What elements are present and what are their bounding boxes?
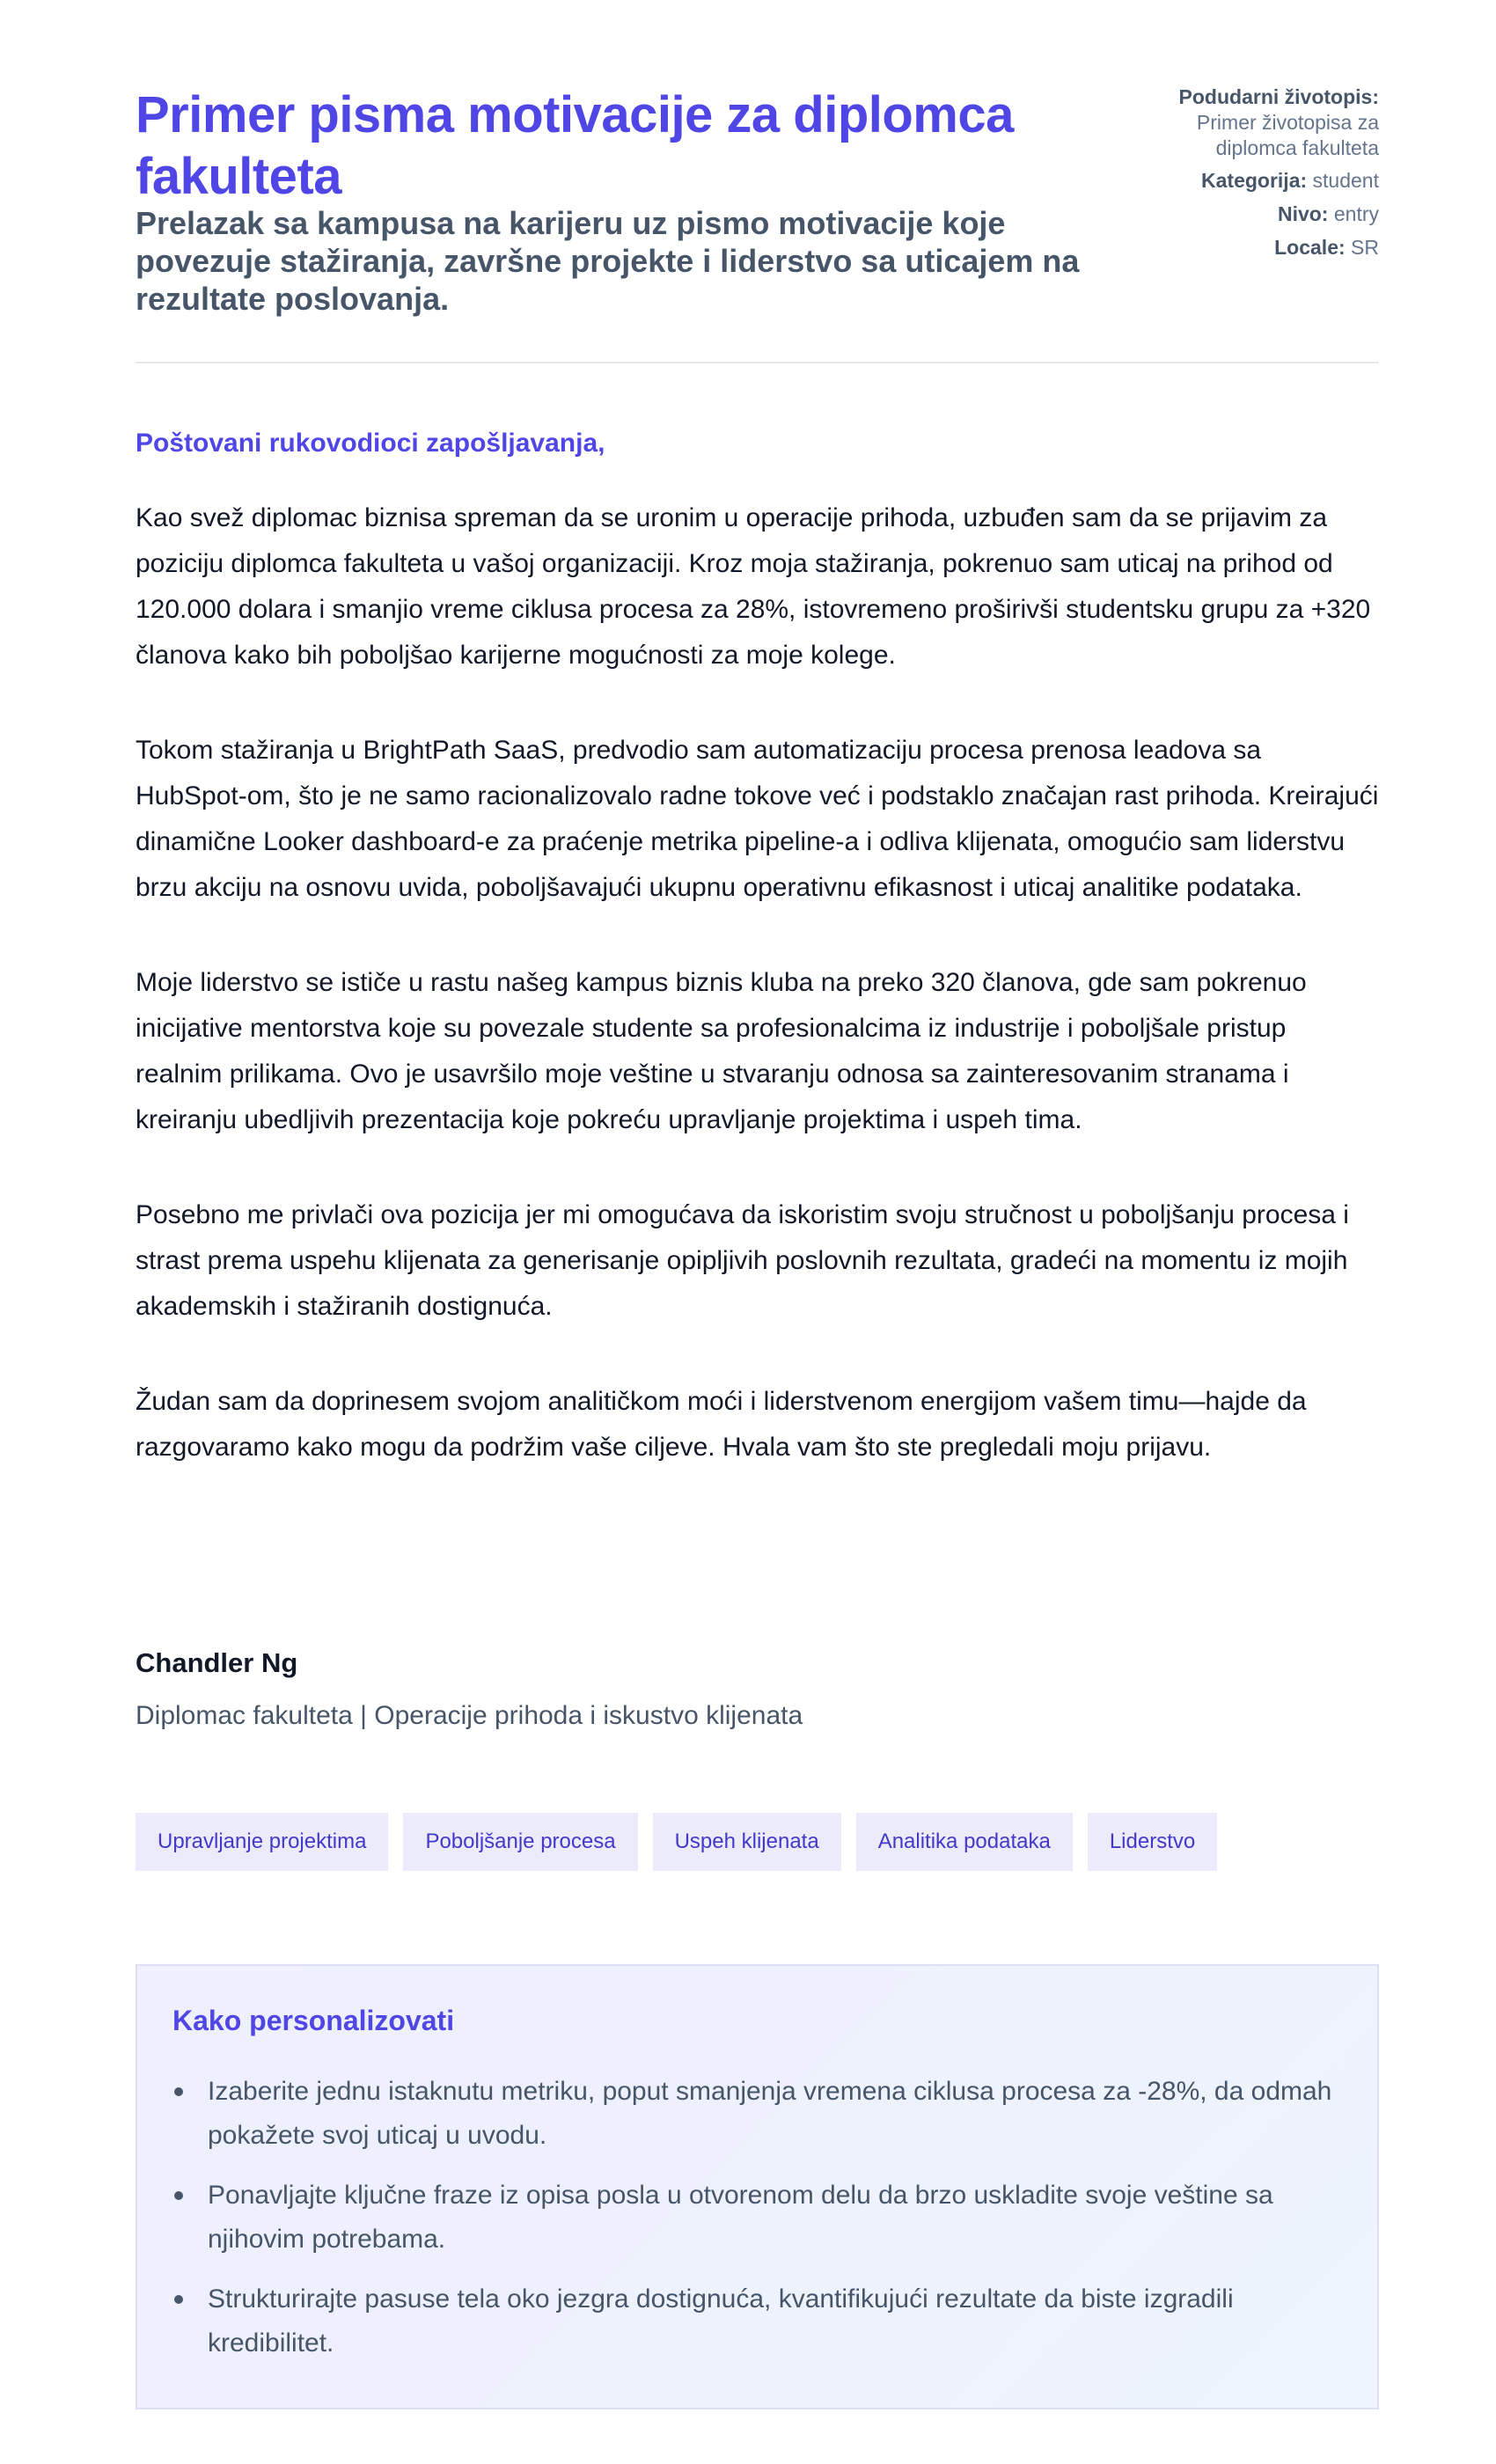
personalize-tip [172,2277,1342,2365]
page-title: Primer pisma motivacije za diplomca fakulteta [136,86,1014,205]
meta-panel [1115,84,1379,268]
letter-paragraph: Kao svež diplomac biznisa spreman da se uronim u operacije prihoda, uzbuđen sam da se prijavim za poziciju diplomca fakulteta u vašoj organizaciji. Kroz moja stažiranja, pokrenuo sam uticaj na prihod od 120.000 dolara i smanjio vreme ciklusa procesa za 28%, istovremeno proširivši studentsku grupu za +320 članova kako bih poboljšao karijerne mogućnosti za moje kolege. [136,503,1371,670]
meta-category [1115,168,1379,194]
personalize-tip-text: Strukturirajte pasuse tela oko jezgra dostignuća, kvantifikujući rezultate da biste izgradili kredibilitet. [208,2284,1234,2358]
letter-body [136,495,1379,1520]
bullet-icon [174,2295,183,2304]
meta-matched-resume [1115,84,1379,161]
meta-locale-label: Locale: [1274,236,1346,259]
letter-paragraph: Moje liderstvo se ističe u rastu našeg kampus biznis kluba na preko 320 članova, gde sam pokrenuo inicijative mentorstva koje su povezale studente sa profesionalcima iz industrije i poboljšale pristup realnim prilikama. Ovo je usavršilo moje veštine u stvaranju odnosa sa zainteresovanim stranama i kreiranju ubedljivih prezentacija koje pokreću upravljanje projektima i uspeh tima. [136,968,1307,1134]
personalize-tip [172,2174,1342,2262]
signature-block [136,1646,803,1734]
personalize-tip-text: Ponavljajte ključne fraze iz opisa posla u otvorenom delu da brzo uskladite svoje veštine sa njihovim potrebama. [208,2181,1273,2254]
meta-category-label: Kategorija: [1201,169,1308,192]
skill-tag[interactable]: Poboljšanje procesa [403,1813,637,1871]
skill-tag[interactable]: Analitika podataka [856,1813,1073,1871]
letter-paragraph: Žudan sam da doprinesem svojom analitičkom moći i liderstvenom energijom vašem timu—hajde da razgovaramo kako mogu da podržim vaše ciljeve. Hvala vam što ste pregledali moju prijavu. [136,1387,1307,1462]
letter-paragraph: Posebno me privlači ova pozicija jer mi omogućava da iskoristim svoju stručnost u poboljšanju procesa i strast prema uspehu klijenata za generisanje opipljivih poslovnih rezultata, gradeći na momentu iz mojih akademskih i stažiranih dostignuća. [136,1200,1349,1321]
bullet-icon [174,2087,183,2096]
meta-level [1115,202,1379,227]
letter-paragraph: Tokom stažiranja u BrightPath SaaS, predvodio sam automatizaciju procesa prenosa leadova sa HubSpot-om, što je ne samo racionalizovalo radne tokove već i podstaklo značajan rast prihoda. Kreirajući dinamične Looker dashboard-e za praćenje metrika pipeline-a i odliva klijenata, omogućio sam liderstvu brzu akciju na osnovu uvida, poboljšavajući ukupnu operativnu efikasnost i uticaj analitike podataka. [136,736,1379,902]
signature-title: Diplomac fakulteta | Operacije prihoda i iskustvo klijenata [136,1701,803,1730]
personalize-tip [172,2070,1342,2158]
meta-level-value: entry [1333,202,1379,225]
personalize-tip-text: Izaberite jednu istaknutu metriku, poput smanjenja vremena ciklusa procesa za -28%, da odmah pokažete svoj uticaj u uvodu. [208,2077,1332,2150]
meta-locale-value: SR [1351,236,1379,259]
personalize-callout [136,1964,1379,2409]
meta-level-label: Nivo: [1277,202,1329,225]
signature-name: Chandler Ng [136,1647,298,1678]
skill-tag[interactable]: Uspeh klijenata [653,1813,841,1871]
personalize-tips-list [172,2070,1342,2365]
page-subtitle: Prelazak sa kampusa na karijeru uz pismo motivacije koje povezuje stažiranja, završne projekte i liderstvo sa uticajem na rezultate poslovanja. [136,205,1080,317]
bullet-icon [174,2191,183,2200]
meta-locale [1115,235,1379,260]
letter-greeting: Poštovani rukovodioci zapošljavanja, [136,429,605,458]
meta-category-value: student [1312,169,1379,192]
skill-tag[interactable]: Liderstvo [1088,1813,1217,1871]
meta-matched-resume-label: Podudarni životopis: [1178,85,1379,108]
meta-matched-resume-value[interactable]: Primer životopisa za diplomca fakulteta [1196,111,1379,159]
skill-tags [136,1813,1217,1871]
skill-tag[interactable]: Upravljanje projektima [136,1813,388,1871]
header-divider [136,362,1379,363]
personalize-heading: Kako personalizovati [172,2005,455,2036]
